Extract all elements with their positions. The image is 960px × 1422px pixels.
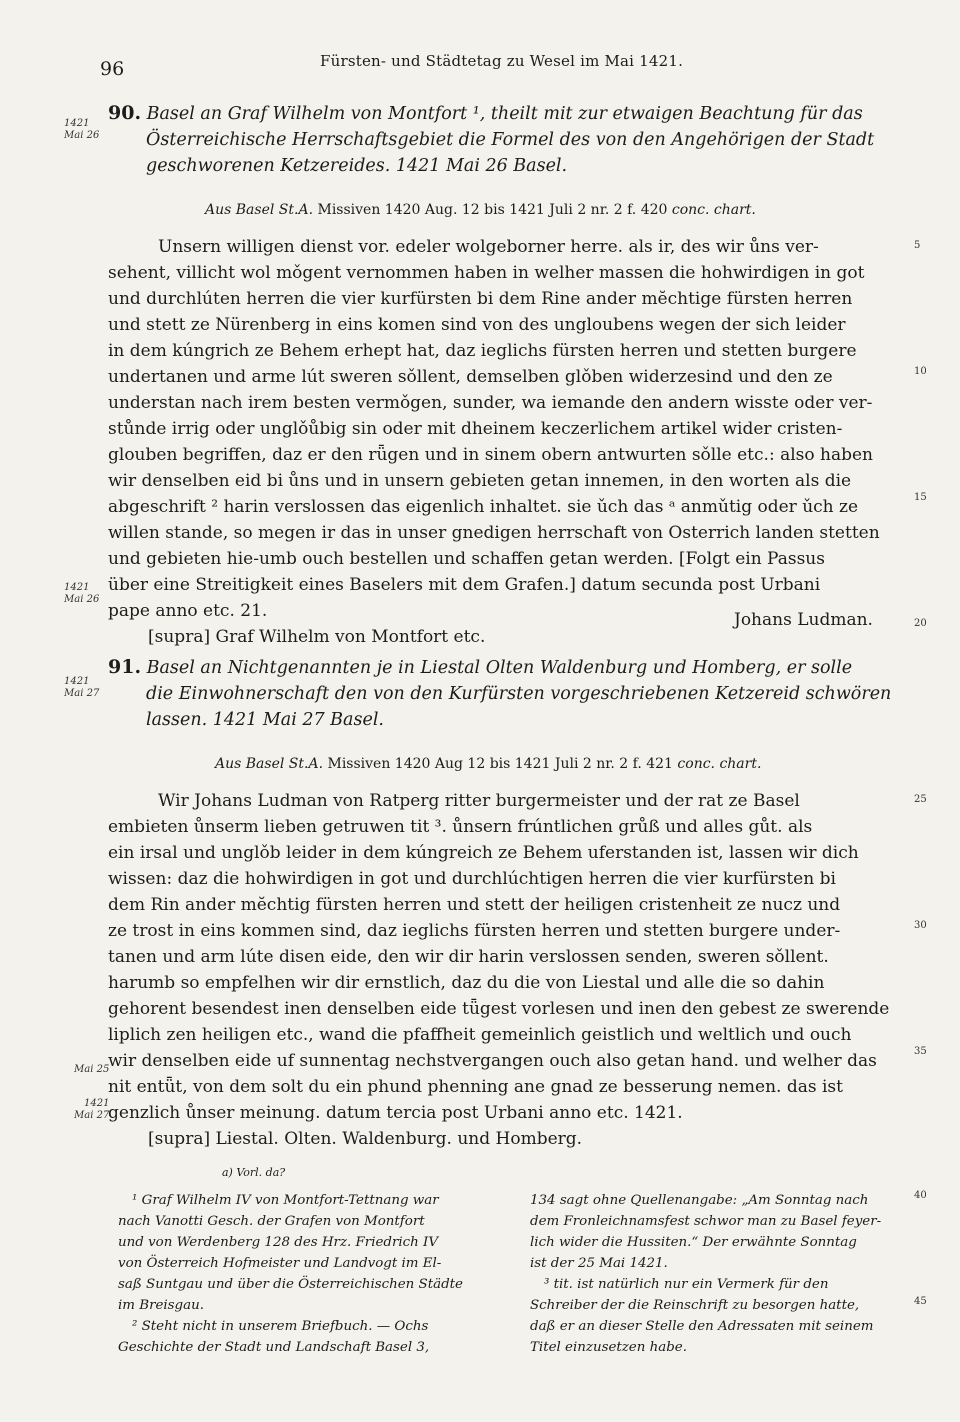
regest-line: die Einwohnerschaft den von den Kurfürsten vorgeschriebenen Ketzereid schwören [146, 684, 892, 704]
footnote-line: dem Fronleichnamsfest schwor man zu Basel feyer- [530, 1214, 882, 1229]
footnotes-right-column [530, 1190, 881, 1358]
footnote-line: ³ tit. ist natürlich nur ein Vermerk für den [544, 1277, 829, 1292]
text-line: und durchlúten herren die vier kurfürsten bi dem Rine ander mĕchtige fürsten herren [108, 289, 853, 309]
text-line: in dem kúngrich ze Behem erhept hat, daz ieglichs fürsten herren und stetten burgere [108, 341, 857, 361]
line-number: 15 [914, 492, 927, 503]
line-number: 5 [914, 240, 921, 251]
document-number-91: 91. [108, 656, 142, 678]
regest-line: Österreichische Herrschaftsgebiet die Formel des von den Angehörigen der Stadt [146, 130, 875, 150]
margin-date-90: 1421 Mai 26 [64, 118, 100, 141]
footnote-line: saß Suntgau und über die Österreichischen Städte [118, 1277, 463, 1292]
text-line: willen stande, so megen ir das in unser gnedigen herrschaft von Osterrich landen stetten [108, 523, 880, 543]
line-number: 20 [914, 618, 927, 629]
text-line: ze trost in eins kommen sind, daz ieglichs fürsten herren und stetten burgere under- [108, 921, 841, 941]
regest-90 [108, 100, 908, 179]
footnote-line: im Breisgau. [118, 1298, 204, 1313]
source-note-90: Aus Basel St.A. Missiven 1420 Aug. 12 bis 1421 Juli 2 nr. 2 f. 420 conc. chart. [205, 202, 756, 218]
text-line: und gebieten hie-umb ouch bestellen und schaffen getan werden. [Folgt ein Passus [108, 549, 825, 569]
footnote-line: lich wider die Hussiten.“ Der erwähnte Sonntag [530, 1235, 857, 1250]
margin-date-90-inline: 1421 Mai 26 [64, 582, 100, 605]
line-number: 40 [914, 1190, 927, 1201]
footnote-line: von Österreich Hofmeister und Landvogt im El- [118, 1256, 442, 1271]
text-line: über eine Streitigkeit eines Baselers mit dem Grafen.] datum secunda post Urbani [108, 575, 821, 595]
text-line: ein irsal und unglǒb leider in dem kúngreich ze Behem uferstanden ist, lassen wir dich [108, 843, 859, 863]
text-line: undertanen und arme lút sweren sǒllent, demselben glǒben widerzesind und den ze [108, 367, 833, 387]
margin-date-91-inline: 1421 Mai 27 [74, 1098, 110, 1121]
footnote-line: Titel einzusetzen habe. [530, 1340, 687, 1355]
text-line: wir denselben eide uf sunnentag nechstvergangen ouch also getan hand. und welher das [108, 1051, 877, 1071]
footnote-line: 134 sagt ohne Quellenangabe: „Am Sonntag nach [530, 1193, 869, 1208]
text-line: dem Rin ander mĕchtig fürsten herren und stett der heiligen cristenheit ze nucz und [108, 895, 841, 915]
document-number-90: 90. [108, 102, 142, 124]
document-text-91 [108, 788, 908, 1152]
line-number: 30 [914, 920, 927, 931]
text-line: gehorent besendest inen denselben eide tǖgest vorlesen und inen den gebest ze swerende [108, 999, 890, 1019]
line-number: 25 [914, 794, 927, 805]
margin-date-91: 1421 Mai 27 [64, 676, 100, 699]
text-line: tanen und arm lúte disen eide, den wir dir harin verslossen senden, sweren sǒllent. [108, 947, 829, 967]
regest-91 [108, 654, 908, 733]
margin-date-mai25: Mai 25 [74, 1064, 110, 1075]
signature: Johans Ludman. [734, 610, 873, 630]
line-number: 35 [914, 1046, 927, 1057]
text-line: wissen: daz die hohwirdigen in got und durchlúchtigen herren die vier kurfürsten bi [108, 869, 836, 889]
text-line: embieten ůnserm lieben getruwen tit ³. ůnsern frúntlichen grůß und alles gůt. als [108, 817, 813, 837]
text-line: liplich zen heiligen etc., wand die pfaffheit gemeinlich geistlich und weltlich und ouch [108, 1025, 852, 1045]
footnotes-left-column [118, 1190, 463, 1358]
text-line: Unsern willigen dienst vor. edeler wolgeborner herre. als ir, des wir ůns ver- [158, 237, 819, 257]
text-line: understan nach irem besten vermǒgen, sunder, wa iemande den andern wisste oder ver- [108, 393, 873, 413]
footnote-line: daß er an dieser Stelle den Adressaten mit seinem [530, 1319, 874, 1334]
footnote-line: Schreiber der die Reinschrift zu besorgen hatte, [530, 1298, 860, 1313]
regest-line: lassen. 1421 Mai 27 Basel. [146, 710, 384, 730]
text-line: Wir Johans Ludman von Ratperg ritter burgermeister und der rat ze Basel [158, 791, 800, 811]
document-text-90 [108, 234, 908, 650]
page-number: 96 [100, 58, 125, 80]
footnote-line: ² Steht nicht in unserem Briefbuch. — Ochs [132, 1319, 429, 1334]
source-note-91: Aus Basel St.A. Missiven 1420 Aug 12 bis 1421 Juli 2 nr. 2 f. 421 conc. chart. [215, 756, 762, 772]
text-line: wir denselben eid bi ůns und in unsern gebieten getan innemen, in den worten als die [108, 471, 852, 491]
regest-line: geschworenen Ketzereides. 1421 Mai 26 Basel. [146, 156, 568, 176]
regest-line: Basel an Graf Wilhelm von Montfort ¹, theilt mit zur etwaigen Beachtung für das [146, 104, 863, 124]
footnote-line: ¹ Graf Wilhelm IV von Montfort-Tettnang war [132, 1193, 439, 1208]
running-title: Fürsten- und Städtetag zu Wesel im Mai 1421. [320, 52, 684, 70]
line-number: 10 [914, 366, 927, 377]
text-line: abgeschrift ² harin verslossen das eigenlich inhaltet. sie ǔch das ᵃ anmǔtig oder ǔch ze [108, 497, 859, 517]
text-line: und stett ze Nürenberg in eins komen sind von des ungloubens wegen der sich leider [108, 315, 846, 335]
variant-note: a) Vorl. da? [222, 1166, 286, 1179]
footnote-line: und von Werdenberg 128 des Hrz. Friedrich IV [118, 1235, 439, 1250]
regest-line: Basel an Nichtgenannten je in Liestal Olten Waldenburg und Homberg, er solle [146, 658, 853, 678]
supra-line-91: [supra] Liestal. Olten. Waldenburg. und Homberg. [148, 1129, 583, 1149]
text-line: nit entǖt, von dem solt du ein phund phenning ane gnad ze besserung nemen. das ist [108, 1077, 843, 1097]
footnote-line: nach Vanotti Gesch. der Grafen von Montfort [118, 1214, 425, 1229]
text-line: harumb so empfelhen wir dir ernstlich, daz du die von Liestal und alle die so dahin [108, 973, 825, 993]
text-line: pape anno etc. 21. [108, 601, 268, 621]
text-line: sehent, villicht wol mǒgent vernommen haben in welher massen die hohwirdigen in got [108, 263, 865, 283]
footnote-line: Geschichte der Stadt und Landschaft Basel 3, [118, 1340, 430, 1355]
supra-line-90: [supra] Graf Wilhelm von Montfort etc. [148, 627, 486, 647]
text-line: stůnde irrig oder unglǒůbig sin oder mit dheinem keczerlichem artikel wider cristen- [108, 419, 843, 439]
footnote-line: ist der 25 Mai 1421. [530, 1256, 668, 1271]
text-line: genzlich ůnser meinung. datum tercia post Urbani anno etc. 1421. [108, 1103, 683, 1123]
line-number: 45 [914, 1296, 927, 1307]
text-line: glouben begriffen, daz er den rǖgen und in sinem obern antwurten sǒlle etc.: also haben [108, 445, 873, 465]
